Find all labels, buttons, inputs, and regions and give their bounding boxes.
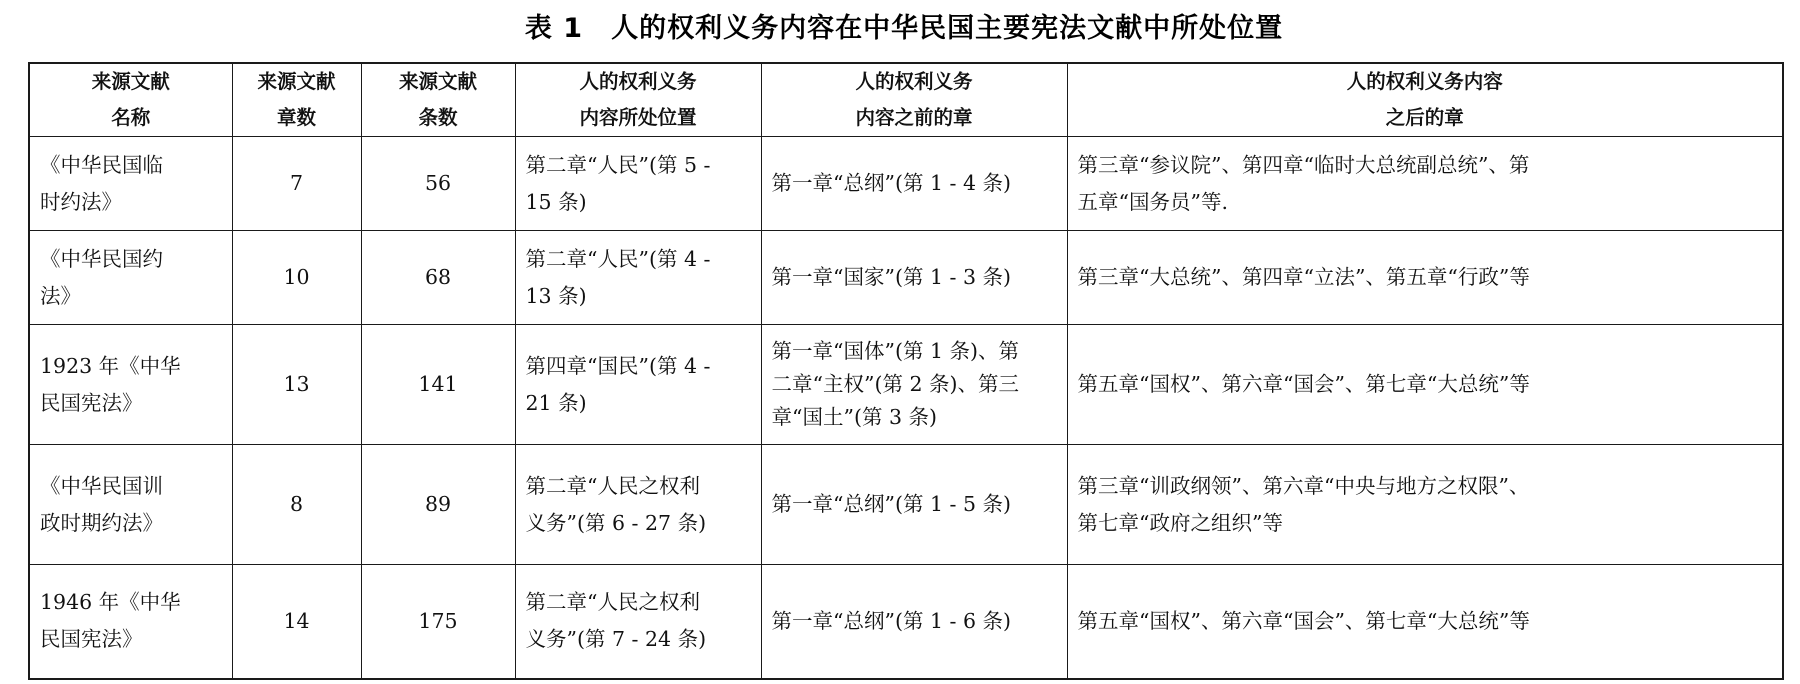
cell-line: 《中华民国临 — [40, 152, 163, 177]
cell-chapters-after — [1067, 445, 1783, 565]
cell-article-count: 89 — [361, 445, 515, 565]
cell-chapters-after — [1067, 565, 1783, 679]
header-line: 名称 — [111, 106, 151, 129]
cell-article-count: 68 — [361, 231, 515, 325]
cell-line: 政时期约法》 — [40, 510, 163, 535]
cell-line: 五章“国务员”等. — [1077, 189, 1228, 214]
cell-line: 第七章“政府之组织”等 — [1077, 510, 1283, 535]
cell-article-count: 56 — [361, 137, 515, 231]
table-header-row — [29, 63, 1783, 137]
cell-source-name — [29, 565, 232, 679]
cell-chapters-before — [761, 325, 1067, 445]
cell-chapters-before — [761, 565, 1067, 679]
cell-position — [515, 565, 761, 679]
header-line: 条数 — [418, 106, 458, 129]
header-chapters-after — [1067, 63, 1783, 137]
table-caption-label: 表 1 — [524, 13, 584, 44]
header-position — [515, 63, 761, 137]
cell-chapter-count: 14 — [232, 565, 361, 679]
cell-chapters-before — [761, 137, 1067, 231]
cell-source-name — [29, 325, 232, 445]
cell-chapter-count: 13 — [232, 325, 361, 445]
cell-line: 第一章“国家”(第 1 - 3 条) — [771, 265, 1012, 289]
cell-position — [515, 231, 761, 325]
cell-article-count: 141 — [361, 325, 515, 445]
header-line: 来源文献 — [398, 70, 477, 93]
cell-line: 法》 — [40, 283, 81, 308]
cell-line: 第二章“人民之权利 — [525, 473, 700, 498]
cell-chapters-after — [1067, 231, 1783, 325]
cell-line: 章“国土”(第 3 条) — [771, 405, 938, 429]
header-line: 人的权利义务 — [855, 70, 973, 93]
cell-line: 15 条) — [525, 189, 587, 214]
cell-line: 民国宪法》 — [40, 390, 143, 415]
cell-line: 义务”(第 7 - 24 条) — [525, 627, 707, 652]
cell-line: 第一章“总纲”(第 1 - 6 条) — [771, 608, 1012, 633]
cell-line: 第三章“大总统”、第四章“立法”、第五章“行政”等 — [1077, 265, 1530, 289]
cell-line: 时约法》 — [40, 189, 122, 214]
cell-chapter-count: 10 — [232, 231, 361, 325]
cell-line: 21 条) — [525, 390, 587, 415]
table-caption-text: 人的权利义务内容在中华民国主要宪法文献中所处位置 — [611, 13, 1284, 44]
header-chapter-count — [232, 63, 361, 137]
table-row — [29, 325, 1783, 445]
cell-line: 民国宪法》 — [40, 627, 143, 652]
cell-line: 1946 年《中华 — [40, 590, 181, 615]
cell-line: 第五章“国权”、第六章“国会”、第七章“大总统”等 — [1077, 372, 1530, 396]
cell-source-name — [29, 137, 232, 231]
header-article-count — [361, 63, 515, 137]
header-line: 人的权利义务内容 — [1346, 70, 1503, 93]
cell-line: 第二章“人民之权利 — [525, 590, 700, 615]
table-row — [29, 565, 1783, 679]
cell-line: 《中华民国约 — [40, 246, 163, 271]
cell-chapters-after — [1067, 325, 1783, 445]
cell-source-name — [29, 231, 232, 325]
cell-line: 第三章“参议院”、第四章“临时大总统副总统”、第 — [1077, 152, 1530, 177]
cell-chapters-before — [761, 445, 1067, 565]
cell-line: 1923 年《中华 — [40, 353, 181, 378]
cell-chapters-before — [761, 231, 1067, 325]
cell-chapters-after — [1067, 137, 1783, 231]
cell-source-name — [29, 445, 232, 565]
table-row — [29, 231, 1783, 325]
cell-line: 第四章“国民”(第 4 - — [525, 353, 711, 378]
header-line: 来源文献 — [91, 70, 170, 93]
cell-line: 第一章“国体”(第 1 条)、第 — [771, 339, 1020, 363]
cell-position — [515, 137, 761, 231]
cell-line: 第一章“总纲”(第 1 - 4 条) — [771, 171, 1012, 195]
cell-line: 二章“主权”(第 2 条)、第三 — [771, 372, 1020, 396]
header-line: 章数 — [276, 106, 316, 129]
header-line: 来源文献 — [257, 70, 336, 93]
cell-line: 第二章“人民”(第 5 - — [525, 152, 711, 177]
table-caption — [0, 6, 1800, 45]
table-row — [29, 445, 1783, 565]
cell-line: 第五章“国权”、第六章“国会”、第七章“大总统”等 — [1077, 608, 1530, 633]
header-line: 内容之前的章 — [855, 106, 973, 129]
header-line: 内容所处位置 — [579, 106, 697, 129]
cell-chapter-count: 7 — [232, 137, 361, 231]
cell-line: 《中华民国训 — [40, 473, 163, 498]
cell-line: 第一章“总纲”(第 1 - 5 条) — [771, 492, 1012, 516]
cell-chapter-count: 8 — [232, 445, 361, 565]
header-source-name — [29, 63, 232, 137]
header-chapters-before — [761, 63, 1067, 137]
cell-line: 第二章“人民”(第 4 - — [525, 246, 711, 271]
cell-position — [515, 325, 761, 445]
cell-line: 义务”(第 6 - 27 条) — [525, 510, 707, 535]
header-line: 之后的章 — [1385, 106, 1464, 129]
header-line: 人的权利义务 — [579, 70, 697, 93]
cell-line: 第三章“训政纲领”、第六章“中央与地方之权限”、 — [1077, 473, 1530, 498]
cell-line: 13 条) — [525, 283, 587, 308]
cell-position — [515, 445, 761, 565]
cell-article-count: 175 — [361, 565, 515, 679]
position-table — [28, 62, 1784, 680]
table-row — [29, 137, 1783, 231]
